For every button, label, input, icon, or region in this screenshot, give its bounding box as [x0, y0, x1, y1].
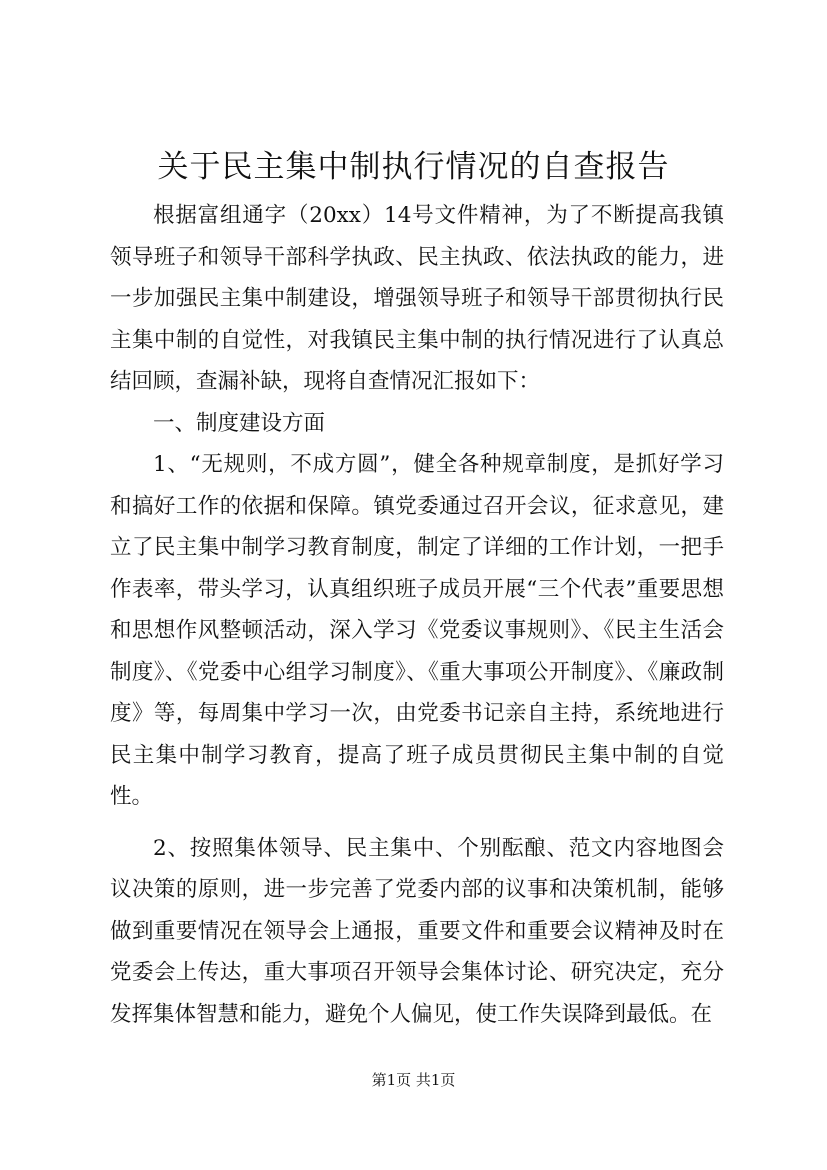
document-body — [110, 195, 724, 1035]
paragraph-intro: 根据富组通字（20xx）14号文件精神，为了不断提高我镇领导班子和领导干部科学执政、民主执政、依法执政的能力，进一步加强民主集中制建设，增强领导班子和领导干部贯彻执行民主集中制的自觉性，对我镇民主集中制的执行情况进行了认真总结回顾，查漏补缺，现将自查情况汇报如下： — [110, 203, 724, 394]
paragraph-item-1: 1、“无规则，不成方圆”，健全各种规章制度，是抓好学习和搞好工作的依据和保障。镇党委通过召开会议，征求意见，建立了民主集中制学习教育制度，制定了详细的工作计划，一把手作表率，带头学习，认真组织班子成员开展“三个代表”重要思想和思想作风整顿活动，深入学习《党委议事规则》、《民主生活会制度》、《党委中心组学习制度》、《重大事项公开制度》、《廉政制度》等，每周集中学习一次，由党委书记亲自主持，系统地进行民主集中制学习教育，提高了班子成员贯彻民主集中制的自觉性。 — [110, 452, 724, 809]
section-heading-system-building: 一、制度建设方面 — [153, 410, 326, 436]
paragraph-item-2: 2、按照集体领导、民主集中、个别酝酿、范文内容地图会议决策的原则，进一步完善了党委内部的议事和决策机制，能够做到重要情况在领导会上通报，重要文件和重要会议精神及时在党委会上传达，重大事项召开领导会集体讨论、研究决定，充分发挥集体智慧和能力，避免个人偏见，使工作失误降到最低。在 — [110, 835, 724, 1027]
page-footer: 第1页 共1页 — [371, 1071, 456, 1089]
document-title: 关于民主集中制执行情况的自查报告 — [157, 149, 670, 185]
